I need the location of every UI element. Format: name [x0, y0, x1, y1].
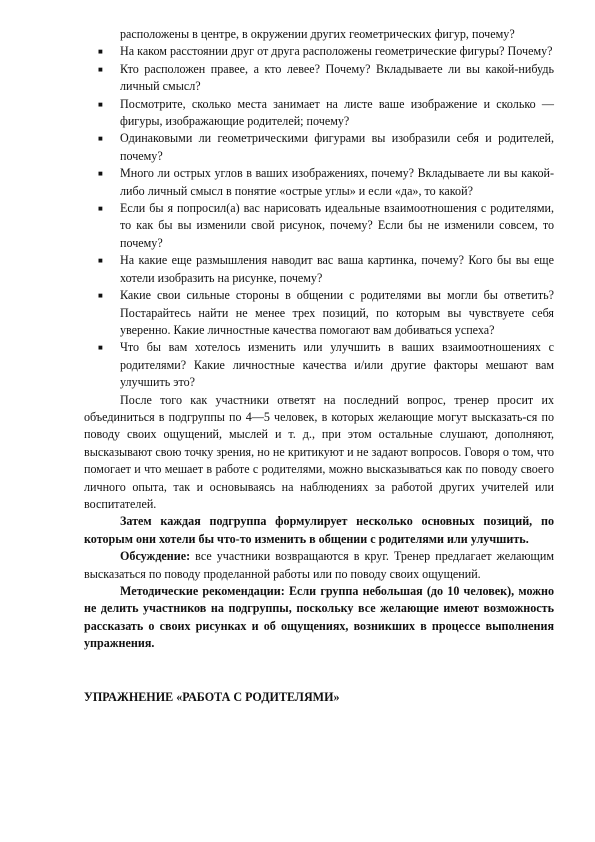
document-page — [84, 26, 554, 706]
list-item — [84, 130, 554, 165]
bullet-icon: ■ — [98, 64, 103, 74]
bullet-icon: ■ — [98, 256, 103, 266]
bullet-icon: ■ — [98, 291, 103, 301]
discussion-text: все участники возвращаются в круг. Тренер предлагает желающим высказаться по поводу проделанной работы или по поводу своих ощущений. — [84, 549, 554, 581]
question-text: На какие еще размышления наводит вас ваша картинка, почему? Кого бы вы еще хотели изобразить на рисунке, почему? — [120, 253, 554, 285]
list-item — [84, 287, 554, 339]
question-text: Если бы я попросил(а) вас нарисовать идеальные взаимоотношения с родителями, то как бы вы изменили свой рисунок, почему? Если бы не изменили совсем, то почему? — [120, 201, 554, 250]
bullet-icon: ■ — [98, 134, 103, 144]
question-text: Кто расположен правее, а кто левее? Почему? Вкладываете ли вы какой-нибудь личный смысл? — [120, 61, 554, 94]
list-item — [84, 252, 554, 287]
bullet-icon: ■ — [98, 343, 103, 353]
paragraph-after-questions: После того как участники ответят на последний вопрос, тренер просит их объединиться в подгруппы по 4—5 человек, в которых желающие могут высказать-ся по поводу своих ощущений, мыслей и т. д., при этом остальные слушают, дополняют, высказывают свою точку зрения, но не критикуют и не задают вопросов. Говоря о том, что помогает и что мешает в работе с родителями, можно высказываться как по поводу своего личного опыта, так и основываясь на наблюдениях за работой других учителей или воспитателей. — [84, 392, 554, 511]
list-item — [84, 200, 554, 252]
bullet-icon: ■ — [98, 47, 103, 57]
list-item — [84, 339, 554, 391]
list-item — [84, 43, 554, 60]
question-text: Много ли острых углов в ваших изображениях, почему? Вкладываете ли вы какой-либо личный смысл в понятие «острые углы» и если «да», то какой? — [120, 166, 554, 198]
list-item — [84, 96, 554, 131]
section-heading: УПРАЖНЕНИЕ «РАБОТА С РОДИТЕЛЯМИ» — [84, 689, 340, 704]
paragraph-subgroups: Затем каждая подгруппа формулирует несколько основных позиций, по которым они хотели бы что-то изменить в общении с родителями или улучшить. — [84, 514, 554, 546]
list-item — [84, 165, 554, 200]
discussion-label: Обсуждение: — [120, 549, 191, 564]
discussion-paragraph — [84, 548, 554, 583]
bullet-icon: ■ — [98, 99, 103, 109]
question-text: Одинаковыми ли геометрическими фигурами вы изобразили себя и родителей, почему? — [120, 131, 554, 163]
question-text: Посмотрите, сколько места занимает на листе ваше изображение и сколько — фигуры, изображающие родителей; почему? — [120, 96, 554, 129]
question-text: Что бы вам хотелось изменить или улучшить в ваших взаимоотношениях с родителями? Какие личностные качества и/или другие факторы мешают вам улучшить это? — [120, 340, 554, 390]
bullet-icon: ■ — [98, 169, 103, 179]
question-text: Какие свои сильные стороны в общении с родителями вы могли бы ответить? Постарайтесь найти не менее трех позиций, по которым вы чувствуете себя уверенно. Какие личностные качества помогают вам добиваться успеха? — [120, 288, 554, 337]
question-list — [84, 43, 554, 391]
recommendations-paragraph: Методические рекомендации: Если группа небольшая (до 10 человек), можно не делить участников на подгруппы, поскольку все желающие имеют возможность рассказать о своих рисунках и об ощущениях, возникших в процессе выполнения упражнения. — [84, 584, 554, 651]
question-continuation: расположены в центре, в окружении других геометрических фигур, почему? — [120, 27, 515, 41]
list-item — [84, 61, 554, 96]
bullet-icon: ■ — [98, 204, 103, 214]
question-text: На каком расстоянии друг от друга расположены геометрические фигуры? Почему? — [120, 44, 553, 59]
